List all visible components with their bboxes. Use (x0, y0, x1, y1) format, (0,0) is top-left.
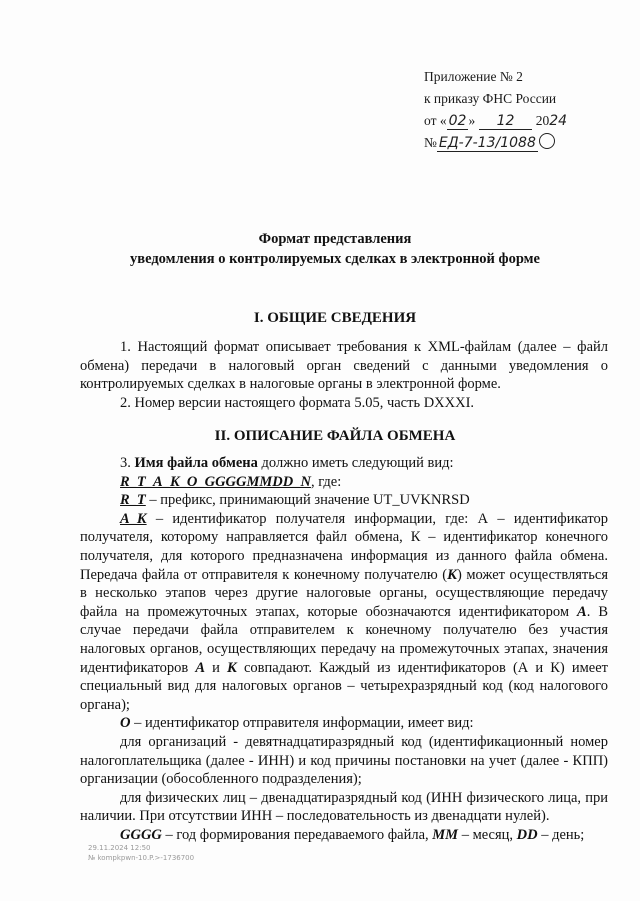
order-number (424, 132, 624, 154)
paragraph-1: 1. Настоящий формат описывает требования к XML-файлам (далее – файл обмена) передачи в налоговый орган сведений с данными уведомления о контролируемых сделках в налоговые органы в электронной форме. (80, 339, 608, 393)
rt-key: R_T (120, 492, 146, 509)
num-prefix: № (424, 135, 437, 150)
document-title-line1: Формат представления (258, 231, 412, 247)
date-year-suffix: 24 (549, 113, 568, 129)
ak-k2: К (226, 659, 237, 676)
appendix-label: Приложение № 2 (424, 69, 523, 84)
gggg-text: – год формирования передаваемого файла, (161, 826, 433, 843)
org-definition: для организаций - девятнадцатиразрядный код (идентификационный номер налогоплательщика (далее - ИНН) и код причины постановки на учет (далее - КПП) организации (обособленного подразделения); (80, 733, 608, 788)
footer-timestamp: 29.11.2024 12:50 (88, 844, 151, 852)
phys-definition: для физических лиц – двенадцатиразрядный код (ИНН физического лица, при наличии. При отсутствии ИНН – последовательность из двенадцати нулей). (80, 789, 608, 825)
mm-text: – месяц, (458, 826, 517, 843)
ak-text-4: совпадают. Каждый из идентификаторов (А и К) имеет специальный вид для налоговых органов – четырехразрядный код (код налогового органа); (80, 659, 608, 713)
order-reference: к приказу ФНС России (424, 91, 557, 106)
date-sep: » (468, 113, 476, 128)
date-month: 12 (479, 113, 533, 130)
section1-body (80, 338, 608, 412)
filename-pattern: R_T_A_K_O_GGGGMMDD_N (120, 473, 311, 490)
section2-body (80, 454, 608, 844)
appendix-header (424, 66, 624, 154)
ak-a2: А (195, 659, 205, 676)
rt-text: – префикс, принимающий значение UT_UVKNRSD (145, 492, 470, 509)
gggg-key: GGGG (120, 826, 162, 843)
dd-key: DD (516, 826, 538, 843)
document-title-line2: уведомления о контролируемых сделках в электронной форме (130, 251, 540, 267)
o-text: – идентификатор отправителя информации, имеет вид: (130, 715, 474, 732)
date-prefix: от « (424, 113, 447, 128)
ak-text-3: . В случае передачи файла отправителем к конечному получателю без участия налоговых органов, осуществляющих передачу на промежуточных этапах, значения идентификаторов (80, 603, 609, 676)
mm-key: MM (432, 826, 459, 843)
print-footer (88, 843, 194, 863)
dd-text: – день; (537, 826, 585, 843)
p3-bold-term: Имя файла обмена (134, 455, 258, 471)
ak-a: А (577, 603, 587, 620)
order-date (424, 110, 624, 132)
filename-pattern-line (80, 473, 608, 492)
date-day: 02 (448, 113, 467, 129)
paragraph-2: 2. Номер версии настоящего формата 5.05, часть DXXXI. (120, 394, 475, 411)
ak-text-1: – идентификатор получателя информации, где: А – идентификатор получателя, которому направляется файл обмена, К – идентификатор конечного получателя, для которого предназначена информация из данного файла обмена. Передача файла от отправителя к конечному получателю ( (80, 510, 608, 583)
section2-heading: II. ОПИСАНИЕ ФАЙЛА ОБМЕНА (214, 428, 456, 444)
footer-reference: № kompkpwn-10.P.>-1736700 (88, 854, 195, 862)
ak-and: и (205, 659, 227, 676)
date-year-prefix: 20 (535, 113, 550, 128)
rt-definition (80, 491, 608, 510)
date-definition (80, 826, 608, 845)
num-value: ЕД-7-13/1088 (438, 135, 536, 151)
pattern-rest: , где: (310, 473, 342, 490)
ak-key: A_K (120, 510, 147, 527)
section1-heading: I. ОБЩИЕ СВЕДЕНИЯ (253, 310, 417, 326)
ak-definition (80, 510, 608, 715)
o-definition (80, 714, 608, 733)
paragraph-3 (80, 454, 608, 473)
ak-text-2: ) может осуществляться в несколько этапов через другие налоговые органы, осуществляющие передачу файла на промежуточных этапах, которые обозначаются идентификатором (80, 566, 608, 620)
p3-rest: должно иметь следующий вид: (257, 455, 454, 471)
ak-k: К (447, 566, 457, 583)
p3-number: 3. (120, 455, 135, 471)
o-key: O (120, 715, 131, 732)
stamp-circle-icon (539, 133, 555, 149)
